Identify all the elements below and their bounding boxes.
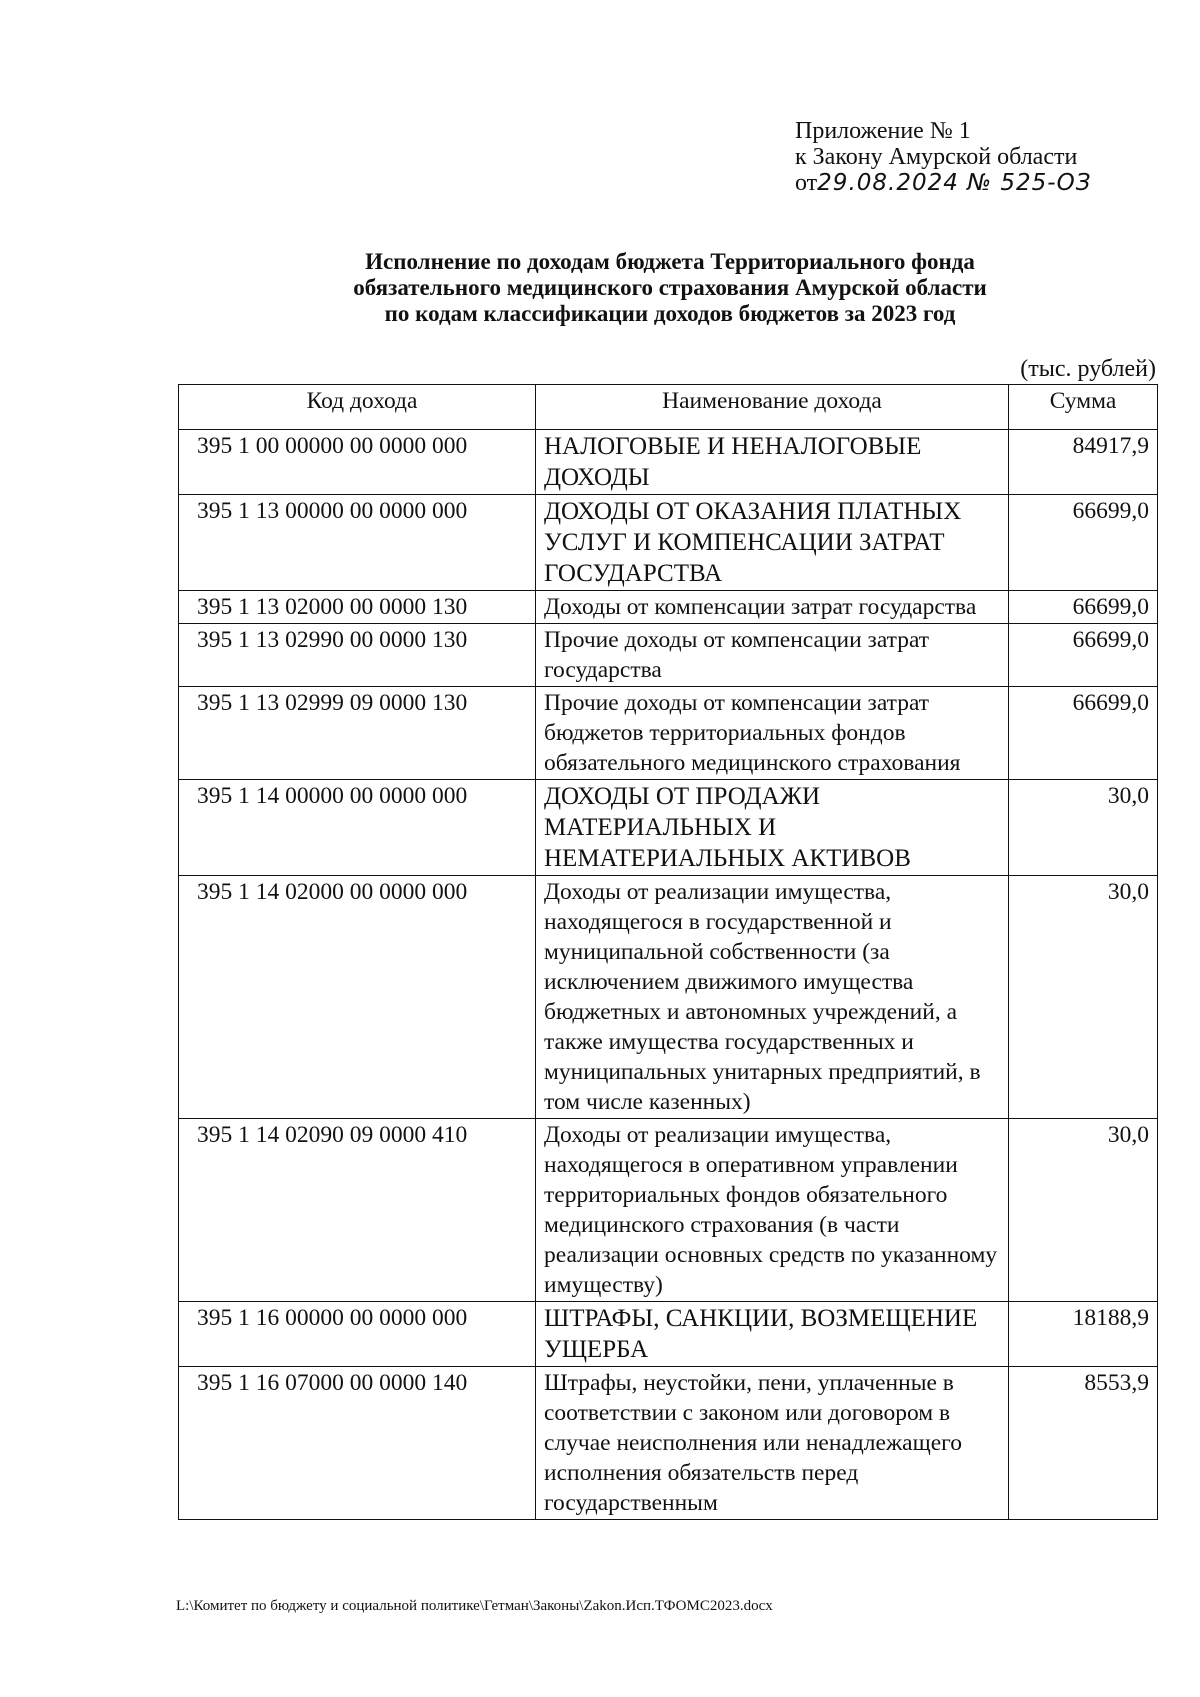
table-row — [179, 1119, 1158, 1302]
table-row — [179, 591, 1158, 624]
table-row — [179, 876, 1158, 1119]
row-code: 395 1 13 00000 00 0000 000 — [179, 495, 536, 591]
header-code: Код дохода — [179, 385, 536, 430]
header-sum: Сумма — [1009, 385, 1158, 430]
table-row — [179, 624, 1158, 687]
row-name: ДОХОДЫ ОТ ОКАЗАНИЯ ПЛАТНЫХ УСЛУГ И КОМПЕНСАЦИИ ЗАТРАТ ГОСУДАРСТВА — [536, 495, 1009, 591]
row-sum: 66699,0 — [1009, 495, 1158, 591]
row-sum: 30,0 — [1009, 876, 1158, 1119]
header-name: Наименование дохода — [536, 385, 1009, 430]
row-name: НАЛОГОВЫЕ И НЕНАЛОГОВЫЕ ДОХОДЫ — [536, 430, 1009, 495]
row-sum: 18188,9 — [1009, 1302, 1158, 1367]
row-name: Доходы от реализации имущества, находящегося в оперативном управлении территориальных фондов обязательного медицинского страхования (в части реализации основных средств по указанному имуществу) — [536, 1119, 1009, 1302]
document-title — [170, 249, 1170, 327]
table-header-row — [179, 385, 1158, 430]
table-row — [179, 687, 1158, 780]
row-name: Доходы от компенсации затрат государства — [536, 591, 1009, 624]
handwritten-date-number: 29.08.2024 № 525-ОЗ — [817, 170, 1092, 196]
title-line-1: Исполнение по доходам бюджета Территориального фонда — [365, 249, 975, 274]
row-name: Штрафы, неустойки, пени, уплаченные в соответствии с законом или договором в случае неисполнения или ненадлежащего исполнения обязательств перед государственным — [536, 1367, 1009, 1520]
table-row — [179, 495, 1158, 591]
appendix-header — [795, 118, 1091, 196]
row-sum: 8553,9 — [1009, 1367, 1158, 1520]
row-name: ШТРАФЫ, САНКЦИИ, ВОЗМЕЩЕНИЕ УЩЕРБА — [536, 1302, 1009, 1367]
row-code: 395 1 00 00000 00 0000 000 — [179, 430, 536, 495]
income-table — [178, 384, 1158, 1520]
row-code: 395 1 13 02999 09 0000 130 — [179, 687, 536, 780]
row-sum: 66699,0 — [1009, 687, 1158, 780]
row-name: Доходы от реализации имущества, находящегося в государственной и муниципальной собственности (за исключением движимого имущества бюджетных и автономных учреждений, а также имущества государственных и муниципальных унитарных предприятий, в том числе казенных) — [536, 876, 1009, 1119]
row-code: 395 1 13 02990 00 0000 130 — [179, 624, 536, 687]
title-line-2: обязательного медицинского страхования Амурской области — [353, 275, 987, 300]
appendix-date-line — [795, 170, 1091, 196]
row-sum: 84917,9 — [1009, 430, 1158, 495]
row-code: 395 1 14 00000 00 0000 000 — [179, 780, 536, 876]
row-sum: 30,0 — [1009, 780, 1158, 876]
appendix-number: Приложение № 1 — [795, 118, 971, 144]
table-row — [179, 1302, 1158, 1367]
row-sum: 66699,0 — [1009, 624, 1158, 687]
table-row — [179, 1367, 1158, 1520]
appendix-date-prefix: от — [795, 170, 818, 196]
appendix-law-reference: к Закону Амурской области — [795, 144, 1078, 170]
row-name: ДОХОДЫ ОТ ПРОДАЖИ МАТЕРИАЛЬНЫХ И НЕМАТЕРИАЛЬНЫХ АКТИВОВ — [536, 780, 1009, 876]
units-label: (тыс. рублей) — [1020, 356, 1156, 382]
title-line-3: по кодам классификации доходов бюджетов за 2023 год — [384, 301, 956, 326]
row-sum: 66699,0 — [1009, 591, 1158, 624]
row-code: 395 1 14 02090 09 0000 410 — [179, 1119, 536, 1302]
row-name: Прочие доходы от компенсации затрат бюджетов территориальных фондов обязательного медицинского страхования — [536, 687, 1009, 780]
row-code: 395 1 14 02000 00 0000 000 — [179, 876, 536, 1119]
row-code: 395 1 16 00000 00 0000 000 — [179, 1302, 536, 1367]
row-name: Прочие доходы от компенсации затрат государства — [536, 624, 1009, 687]
file-path-footer: L:\Комитет по бюджету и социальной политике\Гетман\Законы\Zakon.Исп.ТФОМС2023.docx — [176, 1598, 773, 1614]
row-code: 395 1 16 07000 00 0000 140 — [179, 1367, 536, 1520]
row-sum: 30,0 — [1009, 1119, 1158, 1302]
table-row — [179, 780, 1158, 876]
row-code: 395 1 13 02000 00 0000 130 — [179, 591, 536, 624]
table-row — [179, 430, 1158, 495]
